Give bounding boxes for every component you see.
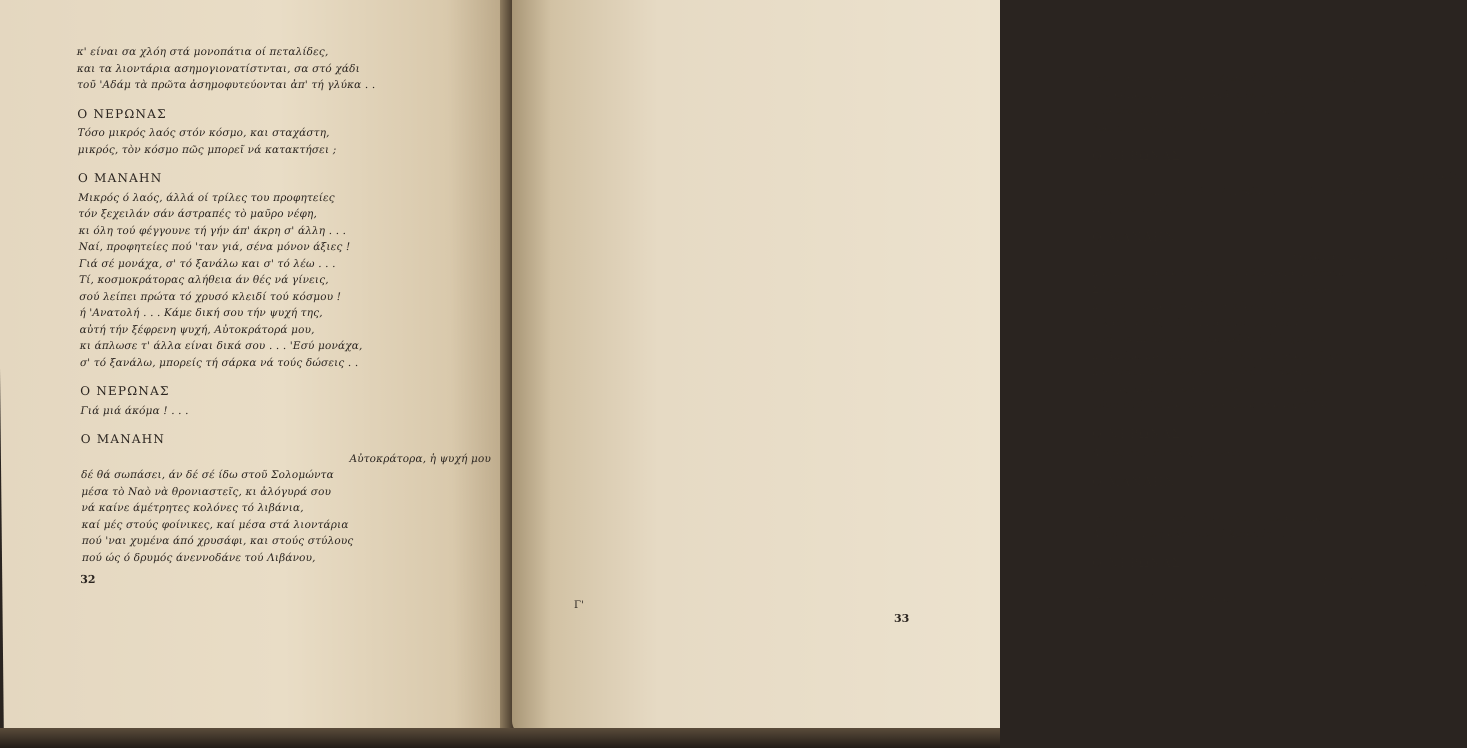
verse-line: ή 'Ανατολή . . . Κάμε δική σου τήν ψυχή της, xyxy=(79,307,323,319)
verse-line: και τα λιοντάρια ασημογιονατίστνται, σα στό χάδι xyxy=(76,62,360,75)
verse-line: Γιά σέ μονάχα, σ' τό ξανάλω και σ' τό λέω . . . xyxy=(78,257,336,270)
verse-line: σ' τό ξανάλω, μπορείς τή σάρκα νά τούς δώσεις . . xyxy=(79,356,359,369)
speaker-name: Ο ΜΑΝΑΗΝ xyxy=(1092,230,1177,244)
verse-line: καί πού γι αὐτό τὸν βλέπω ἀδιάκοπα μπροστά μου.' xyxy=(1092,267,1376,279)
verse-line: Καί σέ τοῦτο xyxy=(1396,169,1467,182)
speaker-name: Ο ΜΑΝΑΗΝ xyxy=(1092,474,1177,489)
verse-line: μέσα στόν ΐσκιο του, σά μέσα στό σκοτάδι . . . xyxy=(1092,399,1350,411)
verse-line: πού 'ναι χυμένα άπό χρυσάφι, και στούς στύλους xyxy=(81,535,354,547)
verse-line: στό δοξολόγημα δώ' ή γή, και νά σού βγάνει xyxy=(1092,105,1336,117)
right-corner-mark: Γ' xyxy=(574,600,584,611)
right-page xyxy=(512,0,1467,735)
right-page-text xyxy=(1092,70,1467,607)
verse-line: τόν ξεχειλάν σάν άστραπές τὸ μαῦρο νέφη, xyxy=(78,208,317,220)
verse-line: αὐτή τήν ξέφρενη ψυχή, Αὐτοκράτορά μου, xyxy=(79,323,315,336)
verse-line: κ' είναι σα χλόη στά μονοπάτια οί πεταλίδες, xyxy=(76,46,329,58)
verse-line: κι άκόμα κρύβεται, όπως λές, μές στούς δικούς της xyxy=(1092,349,1376,362)
verse-line: ό λαός αύτός νά συμμαζέψει γρήγορα xyxy=(1092,316,1300,329)
speaker-name: Ο ΝΕΡΩΝΑΣ xyxy=(1092,555,1182,570)
speaker-name: Ο ΜΑΝΑΗΝ xyxy=(80,432,166,446)
verse-line: μέσα τὸ Ναὸ νὰ θρονιαστεῖς, κι ἀλόγυρά σου xyxy=(81,485,332,498)
verse-line: άπό 'να πλάνο, πού σταυρώθη τόσα χρόνια xyxy=(1092,333,1328,345)
verse-line: μικρός, τὸν κόσμο πῶς μπορεῖ νά κατακτήσει ; xyxy=(77,143,337,156)
verse-line: Τί, κοσμοκράτορας αλήθεια άν θές νά γίνεις, xyxy=(79,274,329,286)
verse-line: Αὐτοκράτορα, ἡ ψυχή μου xyxy=(349,452,492,465)
verse-line: πού ώς ό δρυμός άνεννοδάνε τού Λιβάνου, xyxy=(81,551,316,564)
verse-line: Μά, αὐτός . . . ποιός εἶναι ; xyxy=(1316,576,1467,588)
verse-line: Αὐτός λοιπόν τούς ὁδηγάει ; xyxy=(1092,447,1249,459)
verse-line: καί μές στούς φοίνικες, καί μέσα στά λιοντάρια xyxy=(81,518,349,531)
verse-line: Φοβᾶμαι ἐκεῖνον πού δέ βλέπω, xyxy=(1293,250,1467,263)
verse-line: Πές μου το αὐτό . . . xyxy=(1092,202,1204,215)
verse-line: τοῦ 'Αδάμ τὰ πρῶτα ἀσημοφυτεύονται ἀπ' τή γλύκα . . xyxy=(76,79,376,91)
verse-line: Τόσο μικρός λαός στόν κόσμο, και σταχάστη, xyxy=(77,127,330,139)
verse-line: νά καίνε άμέτρητες κολόνες τό λιβάνια, xyxy=(81,502,304,514)
verse-line: δέ θά σωπάσει, άν δέ σέ ίδω στοῦ Σολομώντα xyxy=(81,469,334,481)
verse-line: Ναί, προφητείες πού 'ταν γιά, σένα μόνον άξιες ! xyxy=(78,241,351,253)
verse-line: βροντήν άλόγυρη τόν αίνο !, xyxy=(1092,121,1249,134)
verse-line: τήν Οίκουμένη, κι άποκάτωθε νά βόγκει xyxy=(1092,88,1314,101)
verse-line: 'Ενα ψωμί είμαστε, λέν, όλοι κ' ένα σώμα . . . xyxy=(1092,511,1344,524)
verse-line: σάν ποιός μπορεῖ νά μ' ἐμποδίσει ; Ποιόν φοβᾶσαι xyxy=(1092,186,1370,198)
table-edge xyxy=(0,728,1000,748)
verse-line: μεμιάς κι άνάμεσα τού κόσμου, νά σέ ανίγει xyxy=(1092,382,1338,395)
left-page-number: 32 xyxy=(80,573,96,586)
right-page-number: 33 xyxy=(894,612,910,625)
verse-line: κι όλο τόν κόσμο πάς νά φέξεις άπό πάνω, xyxy=(1092,300,1328,312)
verse-line: σού λείπει πρώτα τό χρυσό κλειδί τού κόσμου ! xyxy=(79,290,342,303)
verse-line: κι όλη τού φέγγουνε τή γήν άπ' άκρη σ' άλλη . . . xyxy=(78,224,347,237)
speaker-name: Ο ΝΕΡΩΝΑΣ xyxy=(77,106,167,121)
speaker-name: Ο ΜΑΝΑΗΝ xyxy=(77,171,163,185)
verse-line: 'Εσύ, άπό πάνω άπ' τό Χερουβί, νά διαφεντεύεις xyxy=(1092,72,1358,84)
speaker-name: Ο ΝΕΡΩΝΑΣ xyxy=(80,384,170,398)
verse-line: κι άπλωσε τ' άλλα είναι δικά σου . . . 'Εσύ μονάχα, xyxy=(79,340,363,352)
verse-line: Γιά μιά άκόμα ! . . . xyxy=(80,404,189,417)
left-page xyxy=(0,0,516,735)
verse-line: καί, σάμπως σύγνεφο κ' άπλώνει άνάμεσό του xyxy=(1092,366,1348,378)
verse-line: Μικρός ό λαός, άλλά οί τρίλες του προφητείες xyxy=(78,191,335,204)
verse-line: Λένε . . . πώς όλοι είν' ό Χριστός . . . xyxy=(1092,528,1294,540)
verse-line: 'Εσύ . . . τόν είδες, Μαναήν ; xyxy=(1092,592,1251,605)
verse-line: Σκέψου το λίγο . . . 'Εκεί πού ξημέρωσε σάν ήλιος, xyxy=(1092,283,1372,296)
left-page-text xyxy=(77,44,492,566)
verse-line: Καί ποιός τό ξέρει xyxy=(1366,495,1467,507)
speaker-name: Ο ΝΕΡΩΝΑΣ xyxy=(1092,426,1182,441)
speaker-name: Ο ΝΕΡΩΝΑΣ xyxy=(1092,149,1182,163)
